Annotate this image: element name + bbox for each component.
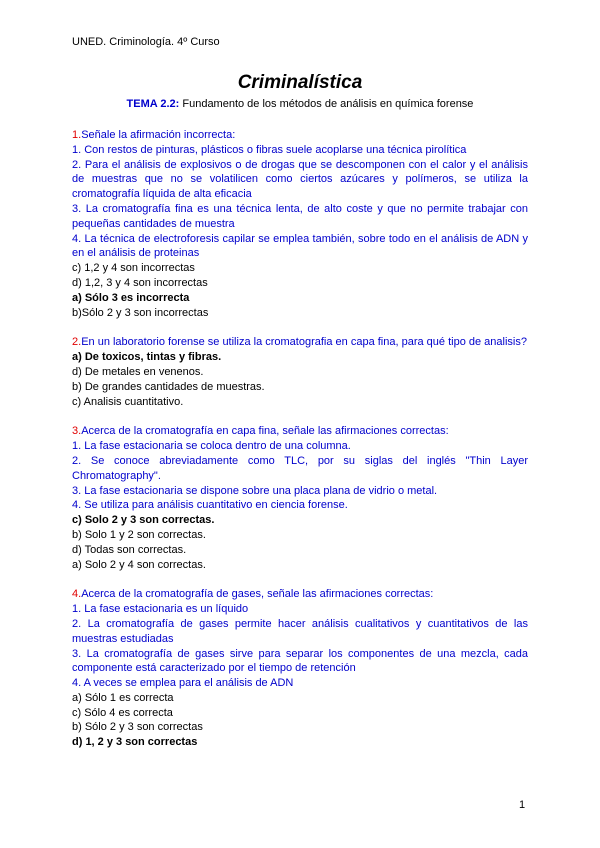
question-1 <box>72 128 528 320</box>
statement-item: 3. La cromatografía de gases sirve para separar los componentes de una mezcla, cada componente está caracterizado por el tiempo de retención <box>72 647 528 675</box>
answer-choice: d) Todas son correctas. <box>72 543 187 556</box>
answer-choice: b) Solo 1 y 2 son correctas. <box>72 528 206 541</box>
document-title: Criminalística <box>237 72 363 93</box>
question-stem <box>72 424 528 439</box>
question-3 <box>72 424 528 572</box>
question-text: En un laboratorio forense se utiliza la cromatografia en capa fina, para qué tipo de analisis? <box>81 336 527 349</box>
question-number: 3. <box>72 425 82 438</box>
answer-choice: a) Solo 2 y 4 son correctas. <box>72 558 206 571</box>
question-4 <box>72 587 528 750</box>
correct-answer: a) Sólo 3 es incorrecta <box>72 291 190 304</box>
statement-item: 4. Se utiliza para análisis cuantitativo en ciencia forense. <box>72 499 348 512</box>
page-number: 1 <box>519 799 526 811</box>
statement-item: 4. La técnica de electroforesis capilar se emplea también, sobre todo en el análisis de ADN y en el análisis de proteinas <box>72 232 528 260</box>
question-2 <box>72 335 528 409</box>
correct-answer: c) Solo 2 y 3 son correctas. <box>72 514 215 527</box>
statement-item: 2. La cromatografía de gases permite hacer análisis cualitativos y cuantitativos de las muestras estudiadas <box>72 617 528 645</box>
statement-item: 2. Para el análisis de explosivos o de drogas que se descomponen con el calor y el análisis de muestras que no se volatilicen como ciertos azúcares y polímeros, se utiliza la cromatografía líquida de alta eficacia <box>72 158 528 201</box>
question-number: 1. <box>72 129 82 141</box>
answer-choice: c) Analisis cuantitativo. <box>72 395 184 408</box>
statement-item: 4. A veces se emplea para el análisis de ADN <box>72 677 294 690</box>
question-stem <box>72 335 528 350</box>
correct-answer: a) De toxicos, tintas y fibras. <box>72 351 222 364</box>
answer-choice: b) Sólo 2 y 3 son correctas <box>72 721 203 734</box>
question-stem <box>72 128 528 143</box>
topic-number: TEMA 2.2: <box>126 98 180 110</box>
question-text: Señale la afirmación incorrecta: <box>81 129 236 141</box>
answer-choice: a) Sólo 1 es correcta <box>72 691 174 704</box>
statement-item: 3. La fase estacionaria se dispone sobre una placa plana de vidrio o metal. <box>72 484 438 497</box>
question-number: 4. <box>72 588 82 601</box>
question-text: Acerca de la cromatografía en capa fina, señale las afirmaciones correctas: <box>81 425 449 438</box>
statement-item: 1. La fase estacionaria es un líquido <box>72 603 249 616</box>
statement-item: 1. Con restos de pinturas, plásticos o fibras suele acoplarse una técnica pirolítica <box>72 143 467 156</box>
answer-choice: b)Sólo 2 y 3 son incorrectas <box>72 306 209 319</box>
correct-answer: d) 1, 2 y 3 son correctas <box>72 736 198 749</box>
document-subtitle <box>0 98 600 110</box>
answer-choice: d) De metales en venenos. <box>72 365 204 378</box>
statement-item: 2. Se conoce abreviadamente como TLC, por su siglas del inglés "Thin Layer Chromatography". <box>72 454 528 482</box>
question-number: 2. <box>72 336 82 349</box>
question-text: Acerca de la cromatografía de gases, señale las afirmaciones correctas: <box>81 588 434 601</box>
answer-choice: c) Sólo 4 es correcta <box>72 706 173 719</box>
answer-choice: c) 1,2 y 4 son incorrectas <box>72 262 195 275</box>
answer-choice: d) 1,2, 3 y 4 son incorrectas <box>72 276 208 289</box>
statement-item: 3. La cromatografía fina es una técnica lenta, de alto coste y que no permite trabajar con pequeñas cantidades de muestra <box>72 202 528 230</box>
question-list <box>72 128 528 765</box>
topic-title: Fundamento de los métodos de análisis en química forense <box>179 98 474 110</box>
question-stem <box>72 587 528 602</box>
statement-item: 1. La fase estacionaria se coloca dentro de una columna. <box>72 440 351 453</box>
running-header: UNED. Criminología. 4º Curso <box>72 36 220 48</box>
answer-choice: b) De grandes cantidades de muestras. <box>72 380 265 393</box>
